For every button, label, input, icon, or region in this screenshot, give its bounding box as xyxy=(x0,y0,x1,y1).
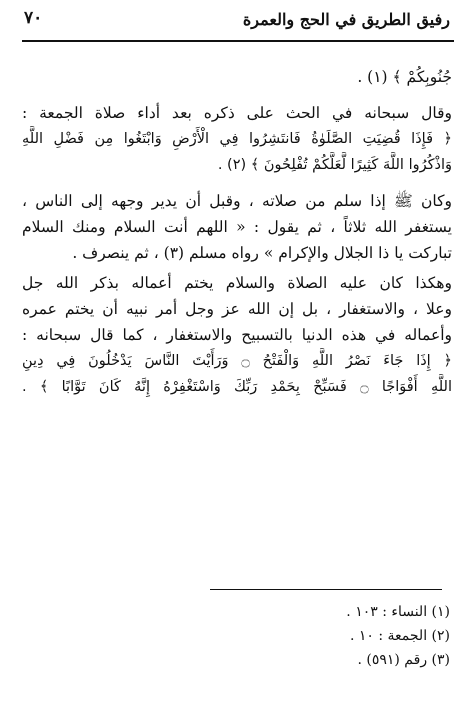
text-line: تباركت يا ذا الجلال والإكرام » رواه مسلم (٣) ، ثم ينصرف . xyxy=(72,244,452,262)
quran-verse-line: ﴿ فَإِذَا قُضِيَتِ الصَّلَوٰةُ فَانتَشِرُوا فِي الْأَرْضِ وَابْتَغُوا مِن فَضْلِ اللَّهِ xyxy=(22,131,452,147)
quran-verse-line: ﴿ إِذَا جَاءَ نَصْرُ اللَّهِ وَالْفَتْحُ ۝ وَرَأَيْتَ النَّاسَ يَدْخُلُونَ فِي دِينِ xyxy=(22,353,452,369)
footnote: (٢) الجمعة : ١٠ . xyxy=(349,628,450,644)
page-number: ٧٠ xyxy=(24,8,43,28)
text-line: جُنُوبِكُمْ ﴾ (١) . xyxy=(357,68,452,86)
book-title: رفيق الطريق في الحج والعمرة xyxy=(242,10,450,29)
body-text xyxy=(22,64,452,400)
text-line: وهكذا كان عليه الصلاة والسلام يختم أعماله بذكر الله جل xyxy=(22,274,452,292)
text-line: يستغفر الله ثلاثاً ، ثم يقول : « اللهم أنت السلام ومنك السلام xyxy=(22,218,452,236)
footnote: (١) النساء : ١٠٣ . xyxy=(346,604,450,620)
footnote-divider xyxy=(210,589,442,590)
quran-verse-line: اللَّهِ أَفْوَاجًا ۝ فَسَبِّحْ بِحَمْدِ رَبِّكَ وَاسْتَغْفِرْهُ إِنَّهُ كَانَ تَوَّابًا ﴾ . xyxy=(22,379,452,395)
text-line: وعلا ، والاستغفار ، بل إن الله عز وجل أمر نبيه أن يختم عمره xyxy=(22,300,452,318)
quran-verse-line: وَاذْكُرُوا اللَّهَ كَثِيرًا لَّعَلَّكُمْ تُفْلِحُونَ ﴾ (٢) . xyxy=(217,157,452,173)
page-header xyxy=(22,8,454,42)
text-line: وقال سبحانه في الحث على ذكره بعد أداء صلاة الجمعة : xyxy=(22,104,452,122)
text-line: وأعماله في هذه الدنيا بالتسبيح والاستغفار ، كما قال سبحانه : xyxy=(22,326,452,344)
footnotes xyxy=(22,600,450,672)
text-line: وكان ﷺ إذا سلم من صلاته ، وقبل أن يدير وجهه إلى الناس ، xyxy=(22,192,452,210)
footnote: (٣) رقم (٥٩١) . xyxy=(357,652,450,668)
